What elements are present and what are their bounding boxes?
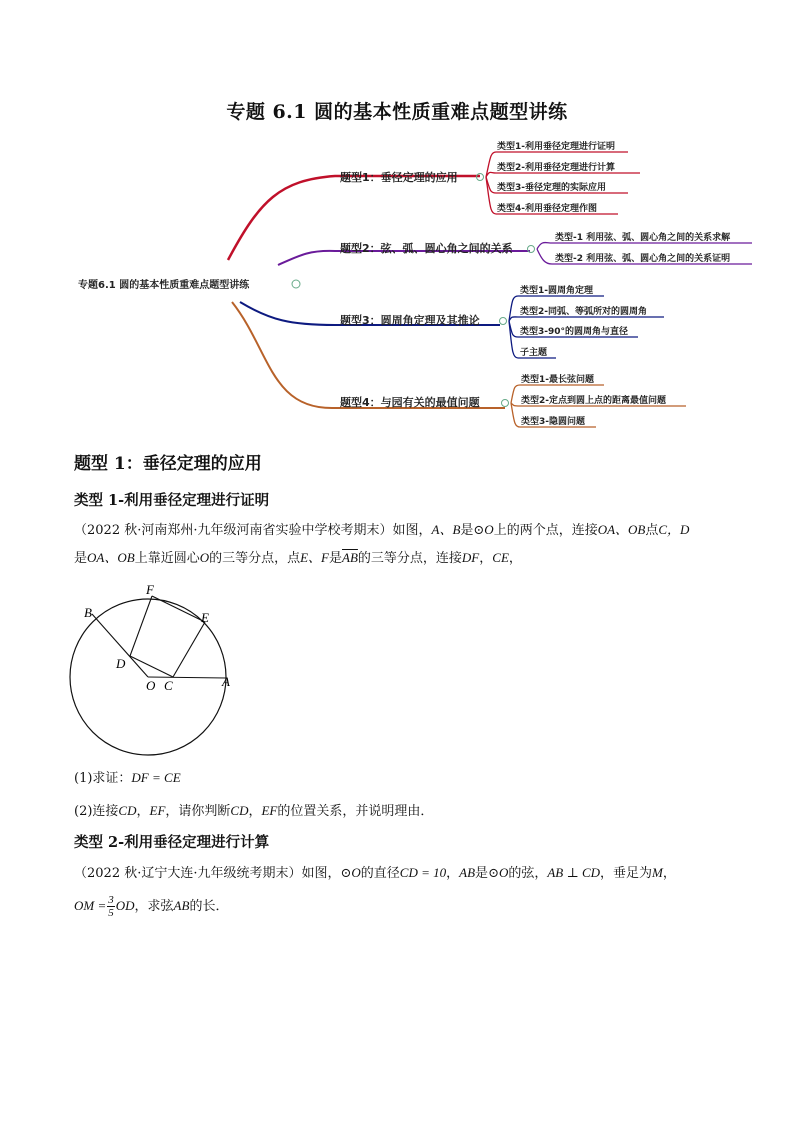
label-B: B (84, 605, 92, 620)
b3-child-2: 类型2-同弧、等弧所对的圆周角 (520, 307, 647, 317)
label-A: A (222, 674, 230, 689)
branch-2-label: 题型2：弦、弧、圆心角之间的关系 (340, 242, 513, 255)
branch-4-label: 题型4：与园有关的最值问题 (340, 396, 480, 409)
page-title: 专题 6.1 圆的基本性质重难点题型讲练 (226, 101, 568, 123)
b4-child-1: 类型1-最长弦问题 (521, 375, 594, 385)
b1-child-2: 类型2-利用垂径定理进行计算 (497, 163, 615, 173)
b1-child-4: 类型4-利用垂径定理作图 (497, 204, 597, 214)
question-1: (1)求证：DF = CE (74, 770, 181, 786)
b2-child-2: 类型-2 利用弦、弧、圆心角之间的关系证明 (555, 254, 731, 264)
label-E: E (201, 610, 209, 625)
mind-map (0, 130, 794, 435)
type1-heading: 类型 1-利用垂径定理进行证明 (74, 492, 270, 509)
mindmap-root: 专题6.1 圆的基本性质重难点题型讲练 (78, 280, 250, 291)
type2-heading: 类型 2-利用垂径定理进行计算 (74, 834, 270, 851)
label-C: C (164, 678, 173, 693)
b2-child-1: 类型-1 利用弦、弧、圆心角之间的关系求解 (555, 233, 731, 243)
branch-3-label: 题型3：圆周角定理及其推论 (340, 314, 480, 327)
b3-child-4: 子主题 (520, 348, 548, 358)
b4-child-2: 类型2-定点到圆上点的距离最值问题 (521, 396, 666, 406)
type2-problem: （2022 秋·辽宁大连·九年级统考期末）如图，⊙O的直径CD = 10，AB是⊙O的弦，AB ⊥ CD，垂足为M， (74, 865, 676, 881)
circle-figure (60, 582, 250, 757)
b4-child-3: 类型3-隐圆问题 (521, 417, 585, 427)
b1-child-3: 类型3-垂径定理的实际应用 (497, 183, 606, 193)
question-2: (2)连接CD，EF，请你判断CD，EF的位置关系，并说明理由． (74, 803, 434, 819)
label-O: O (146, 678, 156, 693)
b1-child-1: 类型1-利用垂径定理进行证明 (497, 142, 615, 152)
label-F: F (146, 582, 154, 597)
b3-child-1: 类型1-圆周角定理 (520, 286, 593, 296)
section-heading: 题型 1：垂径定理的应用 (74, 454, 262, 474)
fraction: $\frac{3}{5}$ (108, 894, 114, 919)
b3-child-3: 类型3-90°的圆周角与直径 (520, 327, 629, 337)
type2-problem-line2: OM = $\frac{3}{5}$ OD，求弦AB的长． (74, 894, 229, 919)
label-D: D (116, 656, 126, 671)
branch-1-label: 题型1：垂径定理的应用 (340, 171, 458, 184)
type1-problem: （2022 秋·河南郑州·九年级河南省实验中学校考期末）如图，A、B是⊙O上的两个点，连接OA、OB点C，D 是OA、OB上靠近圆心O的三等分点，点E、F是$\overline{AB}$的三等分点，连接DF，CE， (74, 522, 690, 566)
